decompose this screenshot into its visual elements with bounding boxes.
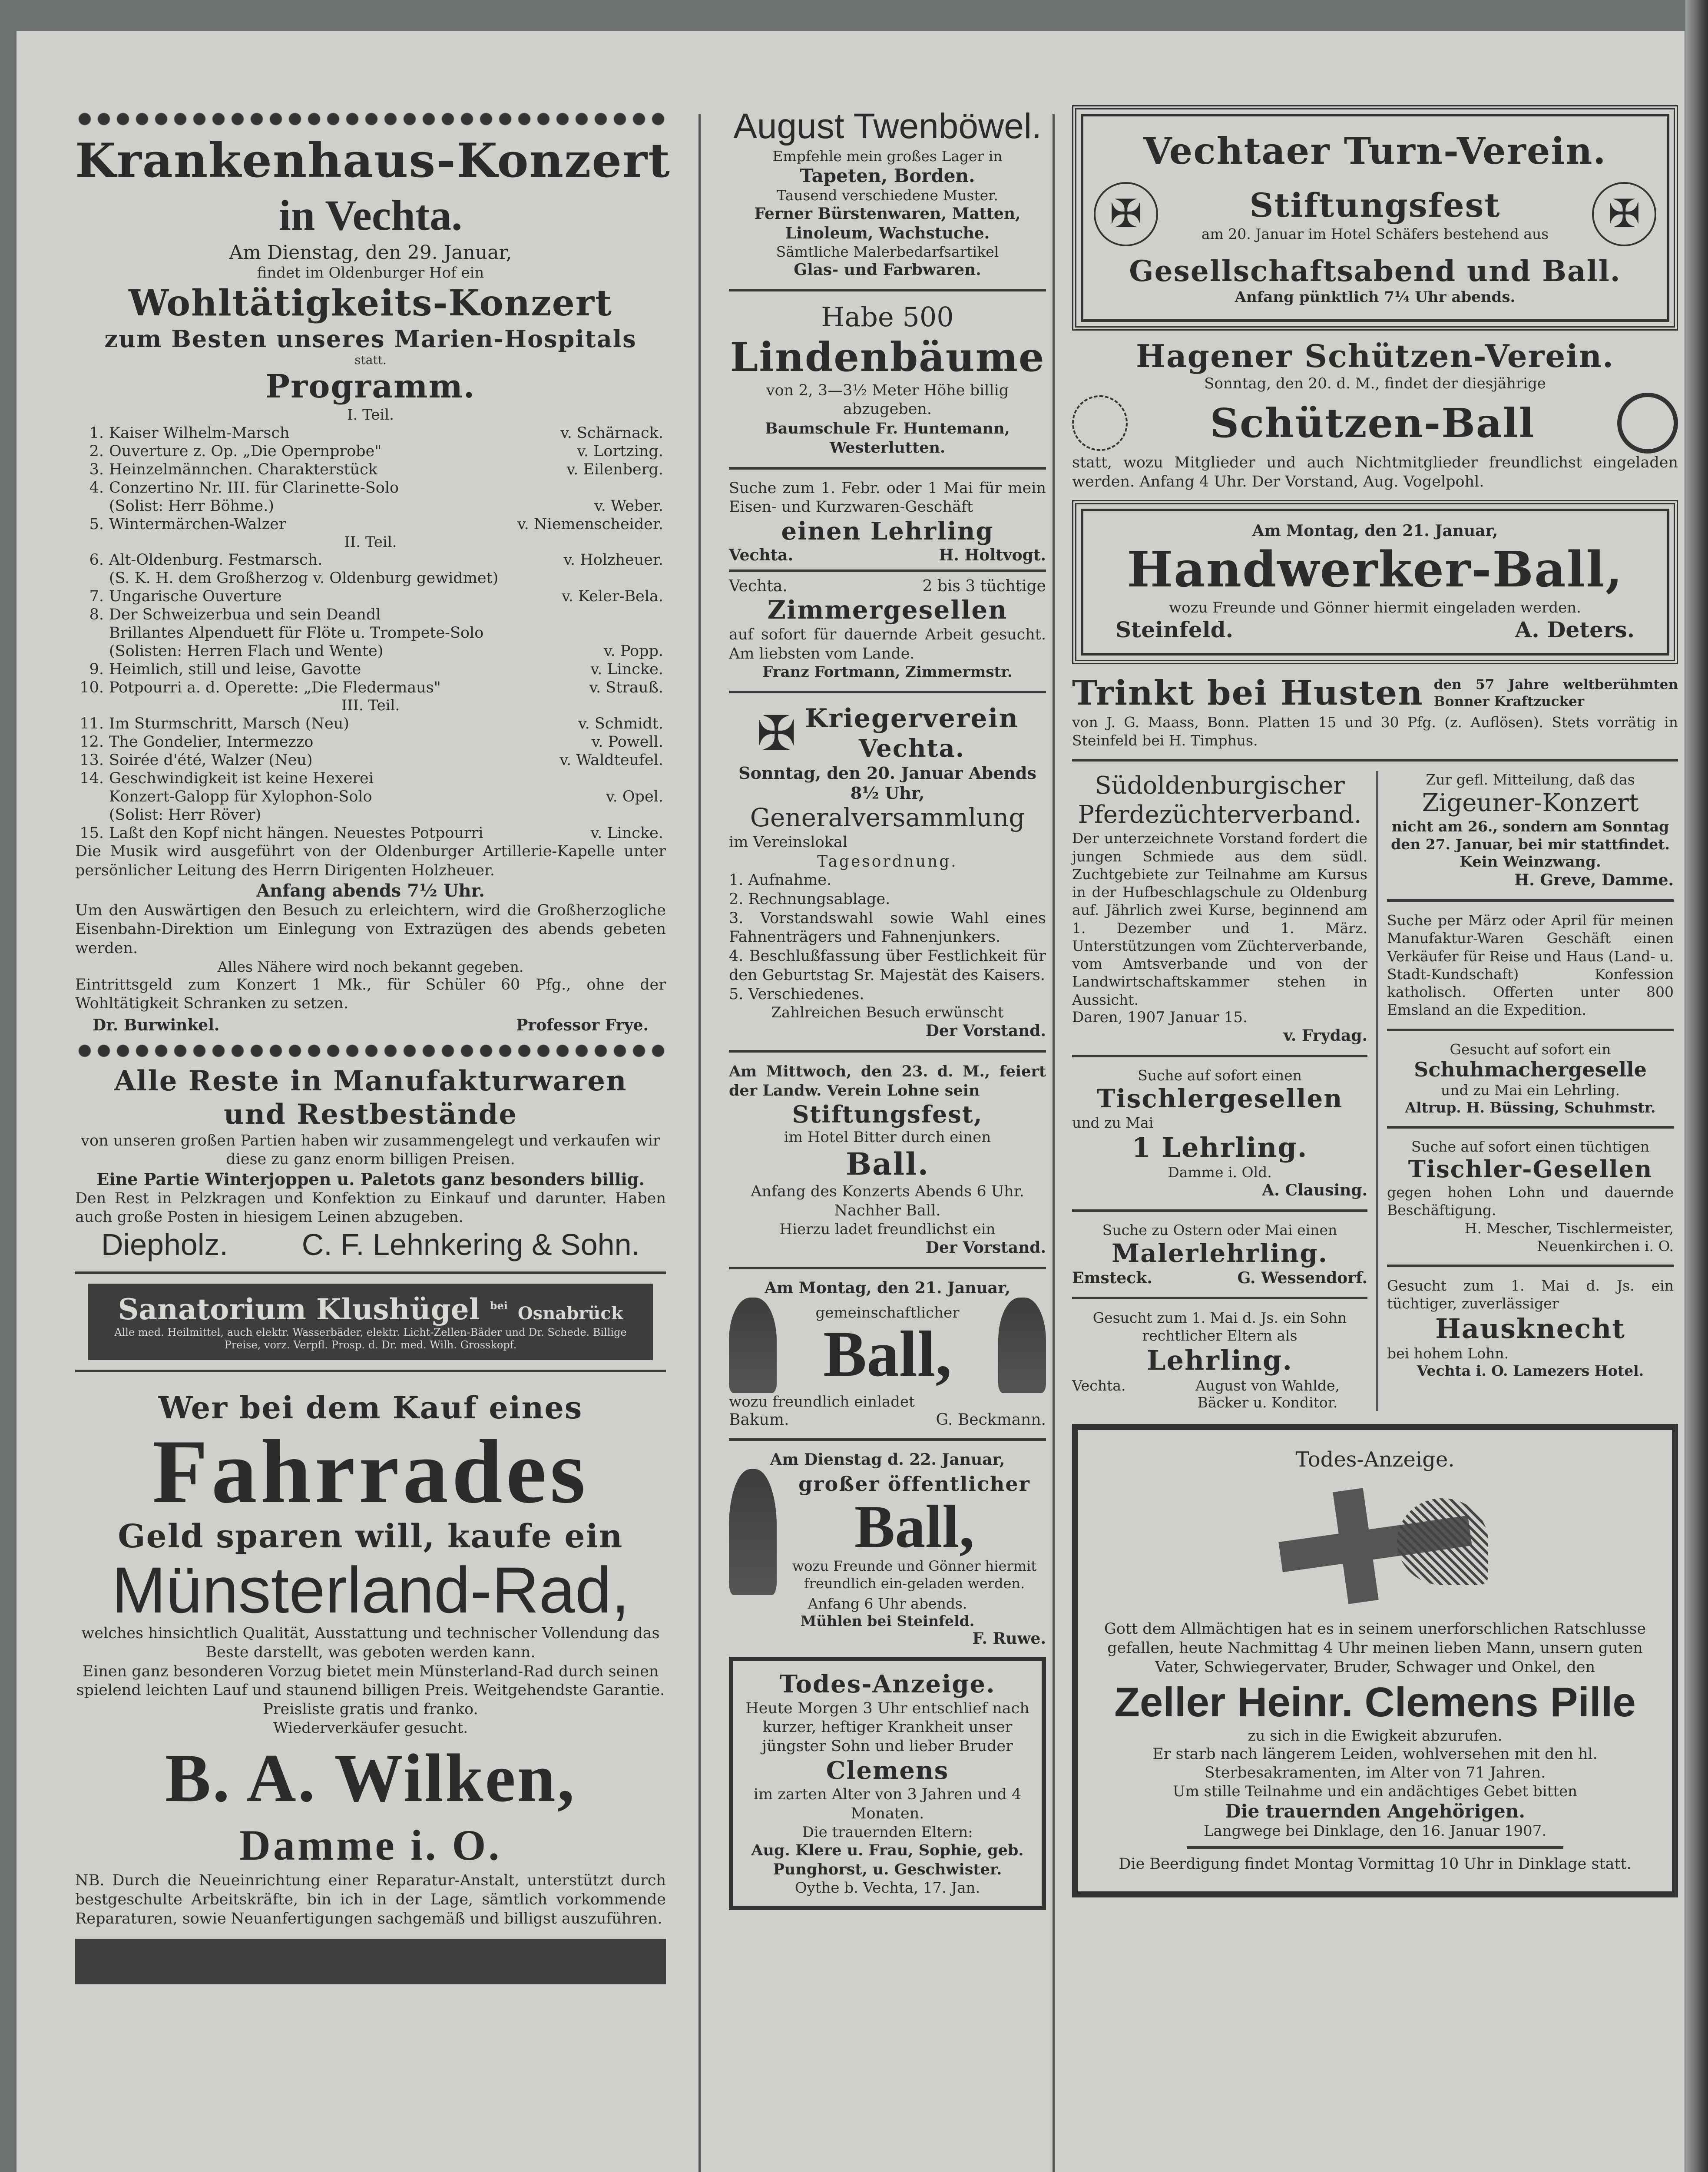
divider — [75, 1370, 666, 1372]
ad-text: Die Beerdigung findet Montag Vormittag 10 Uhr in Dinklage statt. — [1119, 1855, 1632, 1873]
ad-signature: Bakum. G. Beckmann. — [729, 1410, 1046, 1429]
dealer-town: Damme i. O. — [239, 1821, 502, 1870]
ad-text: Suche auf sofort einen — [1138, 1066, 1302, 1084]
program-row: (S. K. H. dem Großherzog v. Oldenburg gewidmet) — [109, 569, 499, 587]
craftsmen-ball-ad — [1072, 500, 1678, 664]
details-note: Alles Nähere wird noch bekannt gegeben. — [217, 958, 524, 975]
part-one-heading: I. Teil. — [347, 406, 394, 424]
two-column-ads — [1072, 771, 1678, 1411]
ad-signature: A. Clausing. — [1262, 1181, 1367, 1199]
hospital-subtitle: zum Besten unseres Marien-Hospitals — [104, 324, 637, 353]
ad-text: Heute Morgen 3 Uhr entschlief nach kurzer, heftiger Krankheit unser jüngster Sohn und lieber Bruder — [745, 1699, 1029, 1755]
dealer-name: B. A. Wilken, — [165, 1740, 576, 1816]
column-rule — [698, 114, 701, 2172]
ad-text: Anfang pünktlich 7¼ Uhr abends. — [1235, 288, 1516, 306]
ad-text: wozu Freunde und Gönner hiermit freundlich ein-geladen werden. — [792, 1557, 1037, 1592]
anniversary-headline: Stiftungsfest — [1249, 185, 1501, 225]
ad-text: Am Montag, den 21. Januar, — [1252, 522, 1498, 540]
ad-text: Aug. Klere u. Frau, Sophie, geb. Punghorst, u. Geschwister. — [751, 1841, 1024, 1879]
ad-text: Anfang des Konzerts Abends 6 Uhr. Nachher Ball. — [751, 1183, 1024, 1220]
ad-text: gemeinschaftlicher — [815, 1304, 960, 1321]
deceased-name: Clemens — [826, 1756, 949, 1785]
signature: Professor Frye. — [516, 1016, 649, 1034]
ad-signature: Vechta i. O. Lamezers Hotel. — [1417, 1362, 1644, 1379]
ad-text: im zarten Alter von 3 Jahren und 4 Monaten. — [753, 1786, 1022, 1822]
target-emblem-icon — [1072, 395, 1128, 451]
ball-ad — [729, 1298, 1046, 1393]
list-item: 3. Vorstandswahl sowie Wahl eines Fahnenträgers und Fahnenjunkers. — [729, 909, 1046, 946]
divider — [75, 1271, 666, 1274]
concert-headline: Krankenhaus-Konzert — [75, 133, 671, 188]
program-row: 12. The Gondelier, Intermezzo v. Powell. — [79, 733, 663, 751]
ad-text: zu sich in die Ewigkeit abzurufen. — [1248, 1727, 1503, 1745]
remnants-offer: Eine Partie Winterjoppen u. Paletots ganz besonders billig. — [96, 1169, 645, 1189]
program-row: (Solisten: Herren Flach und Wente) v. Popp. — [109, 642, 663, 660]
concert-signatures — [75, 1013, 666, 1037]
program-row: 15. Laßt den Kopf nicht hängen. Neuestes Potpourri v. Lincke. — [79, 824, 663, 842]
divider — [729, 1050, 1046, 1053]
ad-text: Tapeten, Borden. — [800, 165, 975, 186]
merchant-name: August Twenböwel. — [733, 106, 1042, 146]
sanatorium-ad: Sanatorium Klushügel $^{bei}$ Osnabrück Alle med. Heilmittel, auch elektr. Wasserbäder, elektr. Licht-Zellen-Bäder und Dr. Schede. Billige Preise, vorz. Verpfl. Prosp. d. Dr. med. Wilh. Grosskopf. — [88, 1284, 653, 1360]
remnants-text: von unseren großen Partien haben wir zusammengelegt und verkaufen wir diese zu ganz enorm billigen Preisen. — [81, 1132, 660, 1169]
ad-text: Der unterzeichnete Vorstand fordert die jungen Schmiede aus dem südl. Zuchtgebiete zur Teilnahme am Kursus in der Hufbeschlagschule zu Oldenburg auf. Jährlich zwei Kurse, beginnend am 1. Dezember und 1. März. Unterstützungen vom Züchterverbande, vom Amtsverbande und von der Landwirtschaftskammer stehen in Aussicht. — [1072, 830, 1367, 1008]
bicycle-advantage: Einen ganz besonderen Vorzug bietet mein Münsterland-Rad durch seinen spielend leichten Lauf und staunend billigen Preis. Weitgehendste Garantie. Preisliste gratis und franko. — [76, 1662, 665, 1718]
gym-club-headline: Vechtaer Turn-Verein. — [1143, 129, 1607, 172]
death-notice-small — [729, 1657, 1046, 1910]
repair-note: NB. Durch die Neueinrichtung einer Reparatur-Anstalt, unterstützt durch bestgeschulte Arbeitskräfte, bin ich in der Lage, sämtlich vorkommende Reparaturen, sowie Neuanfertigungen sachgemäß und billigst auszuführen. — [75, 1872, 666, 1927]
turner-cross-icon: ✠ — [1592, 182, 1656, 246]
ad-text: Suche auf sofort einen tüchtigen — [1411, 1138, 1650, 1155]
program-row: 1. Kaiser Wilhelm-Marsch v. Schärnack. — [89, 424, 663, 442]
concert-town: in Vechta. — [278, 191, 463, 239]
ads-left-subcolumn — [1072, 771, 1367, 1411]
bicycle-intro: Wer bei dem Kauf eines — [158, 1389, 583, 1426]
ad-headline: Schuhmachergeselle — [1414, 1058, 1647, 1082]
program-part-two — [75, 551, 666, 697]
column-rule — [1053, 114, 1055, 2172]
program-row: 6. Alt-Oldenburg. Festmarsch. v. Holzheuer. — [89, 551, 663, 569]
death-notice-title: Todes-Anzeige. — [1295, 1447, 1455, 1472]
ad-text: von J. G. Maass, Bonn. Platten 15 und 30 Pfg. (z. Auflösen). Stets vorrätig in Steinfeld bei H. Timphus. — [1072, 714, 1678, 749]
ad-text: von 2, 3—3½ Meter Höhe billig abzugeben. — [766, 381, 1009, 418]
ball-headline: Ball, — [854, 1493, 975, 1560]
divider — [1387, 1029, 1674, 1031]
ad-text: Suche per März oder April für meinen Manufaktur-Waren Geschäft einen Verkäufer für Reise und Haus (Land- u. Stadt-Kundschaft) Konfession katholisch. Offerten unter 800 Emsland an die Expedition. — [1387, 912, 1674, 1019]
horse-breeders-headline: Südoldenburgischer — [1095, 771, 1345, 800]
ad-text: Langwege bei Dinklage, den 16. Januar 1907. — [1203, 1822, 1547, 1840]
divider — [1072, 1209, 1367, 1212]
cough-ad — [1072, 673, 1678, 714]
concert-date: Am Dienstag, den 29. Januar, — [229, 241, 512, 264]
divider — [729, 1438, 1046, 1441]
part-three-heading: III. Teil. — [341, 697, 400, 715]
bicycle-subline: Geld sparen will, kaufe ein — [118, 1517, 623, 1555]
ad-text: Gott dem Allmächtigen hat es in seinem unerforschlichen Ratschlusse gefallen, heute Nachmittag 4 Uhr meinen lieben Mann, unsern guten Vater, Schwiegervater, Bruder, Schwager und Onkel, den — [1104, 1620, 1646, 1676]
ad-signature: Steinfeld. A. Deters. — [1115, 616, 1635, 642]
left-column — [75, 105, 671, 1984]
festival-headline: Stiftungsfest, — [792, 1100, 983, 1128]
ad-text: Suche zum 1. Febr. oder 1 Mai für mein Eisen- und Kurzwaren-Geschäft — [729, 479, 1046, 516]
ad-headline: Tischler-Gesellen — [1408, 1155, 1653, 1183]
divider — [729, 691, 1046, 693]
ad-text: Damme i. Old. — [1168, 1163, 1272, 1181]
divider — [1387, 1126, 1674, 1129]
bicycle-headline: Fahrrades — [152, 1421, 589, 1522]
middle-column — [729, 105, 1046, 1919]
column-rule — [1376, 771, 1378, 1411]
ad-text: wozu Freunde und Gönner hiermit eingeladen werden. — [1169, 599, 1581, 617]
assembly-headline: Generalversammlung — [750, 803, 1025, 833]
rifle-club-headline: Hagener Schützen-Verein. — [1135, 337, 1615, 374]
cross-and-palm-illustration — [1254, 1481, 1497, 1611]
turner-cross-icon: ✠ — [1094, 182, 1158, 246]
ad-text: Suche zu Ostern oder Mai einen — [1102, 1221, 1337, 1238]
ad-text: Um stille Teilnahme und ein andächtiges Gebet bitten — [1172, 1783, 1577, 1801]
apprentice-headline: einen Lehrling — [781, 517, 994, 546]
ad-text: Er starb nach längerem Leiden, wohlversehen mit den hl. Sterbesakramenten, im Alter von 71 Jahren. — [1152, 1745, 1598, 1782]
part-two-heading: II. Teil. — [344, 533, 397, 551]
ad-headline: Tischlergesellen — [1096, 1084, 1343, 1114]
list-item: 2. Rechnungsablage. — [729, 890, 890, 908]
divider — [729, 569, 1046, 572]
ad-text: den 57 Jahre weltberühmten Bonner Kraftzucker — [1433, 676, 1678, 709]
ad-text: großer öffentlicher — [798, 1472, 1030, 1496]
ad-signature: F. Ruwe. — [972, 1629, 1046, 1648]
program-row: (Solist: Herr Röver) — [109, 806, 261, 824]
list-item: 5. Verschiedenes. — [729, 985, 864, 1003]
ad-headline: Malerlehrling. — [1112, 1238, 1328, 1268]
program-row: 2. Ouverture z. Op. „Die Opernprobe" v. Lortzing. — [89, 442, 663, 460]
ad-text: im Vereinslokal — [729, 834, 847, 851]
ornament-border — [75, 110, 666, 128]
divider — [1072, 1297, 1367, 1299]
linden-headline: Lindenbäume — [730, 334, 1045, 381]
charity-concert-title: Wohltätigkeits-Konzert — [128, 282, 613, 324]
statt-text: statt. — [354, 353, 387, 368]
ad-text: Mühlen bei Steinfeld. — [800, 1612, 975, 1629]
death-notice-title: Todes-Anzeige. — [779, 1670, 996, 1699]
ad-signature: Der Vorstand. — [925, 1022, 1046, 1040]
ad-text: Gesucht zum 1. Mai d. Js. ein Sohn rechtlicher Eltern als — [1092, 1309, 1347, 1344]
program-row: Brillantes Alpenduett für Flöte u. Trompete-Solo — [109, 624, 484, 642]
divider — [729, 467, 1046, 470]
ad-headline: Lehrling. — [1147, 1344, 1293, 1377]
program-row: 5. Wintermärchen-Walzer v. Niemenscheider. — [89, 515, 663, 533]
deceased-name: Zeller Heinr. Clemens Pille — [1114, 1679, 1636, 1725]
ball-headline: Ball, — [823, 1318, 952, 1391]
dancing-couple-illustration — [729, 1298, 777, 1393]
divider — [1387, 1265, 1674, 1267]
program-row: 13. Soirée d'été, Walzer (Neu) v. Waldteufel. — [79, 752, 663, 769]
ad-text: gegen hohen Lohn und dauernde Beschäftigung. — [1387, 1184, 1674, 1219]
bicycle-quality: welches hinsichtlich Qualität, Ausstattung und technischer Vollendung das Beste darstellt, was geboten werden kann. — [81, 1625, 660, 1661]
ad-signature: Der Vorstand. — [925, 1238, 1046, 1257]
bicycle-brand: Münsterland-Rad, — [111, 1553, 630, 1626]
ad-signature: Franz Fortmann, Zimmermstr. — [762, 663, 1013, 681]
page-binding-edge — [1685, 0, 1708, 2172]
ad-text: und zu Mai — [1072, 1114, 1154, 1131]
ad-text: wozu freundlich einladet — [729, 1393, 915, 1411]
remnants-subheadline: und Restbestände — [223, 1098, 518, 1131]
ad-text: nicht am 26., sondern am Sonntag den 27. Januar, bei mir stattfindet. — [1391, 818, 1670, 853]
ad-text: Baumschule Fr. Huntemann, Westerlutten. — [765, 420, 1010, 457]
ad-signature: H. Greve, Damme. — [1514, 871, 1674, 890]
veterans-header — [729, 703, 1046, 763]
ad-text: im Hotel Bitter durch einen — [784, 1128, 991, 1146]
divider — [729, 1267, 1046, 1269]
gypsy-concert-headline: Zigeuner-Konzert — [1422, 788, 1639, 817]
divider — [1072, 759, 1678, 762]
divider — [1187, 1846, 1563, 1849]
divider — [1072, 1055, 1367, 1057]
newspaper-page — [17, 31, 1685, 2172]
ad-text: auf sofort für dauernde Arbeit gesucht. Am liebsten vom Lande. — [729, 626, 1046, 662]
gym-club-event: Gesellschaftsabend und Ball. — [1129, 254, 1621, 288]
start-time: Anfang abends 7½ Uhr. — [256, 880, 485, 901]
ball-headline: Ball. — [845, 1146, 930, 1182]
ad-text: Oythe b. Vechta, 17. Jan. — [794, 1879, 980, 1897]
ball-ad — [729, 1469, 1046, 1595]
ad-signature: Emsteck. G. Wessendorf. — [1072, 1268, 1367, 1287]
ad-text: Gesucht zum 1. Mai d. Js. ein tüchtiger, zuverlässiger — [1387, 1277, 1674, 1312]
ad-text: Tagesordnung. — [817, 852, 958, 871]
program-row: 14. Geschwindigkeit ist keine Hexerei — [79, 770, 374, 788]
ad-signature: Altrup. H. Büssing, Schuhmstr. — [1405, 1099, 1656, 1116]
ad-text: Anfang 6 Uhr abends. — [808, 1595, 967, 1612]
gym-club-ad — [1072, 105, 1678, 331]
admission-note: Eintrittsgeld zum Konzert 1 Mk., für Schüler 60 Pfg., ohne der Wohltätigkeit Schranken zu setzen. — [75, 976, 666, 1013]
program-row: Konzert-Galopp für Xylophon-Solo v. Opel. — [109, 788, 663, 806]
remnants-rest: Den Rest in Pelzkragen und Konfektion zu Einkauf und darunter. Haben auch große Posten in hiesigem Leinen abzugeben. — [75, 1189, 666, 1226]
ad-text: bei hohem Lohn. — [1387, 1344, 1509, 1362]
program-row: 4. Conzertino Nr. III. für Clarinette-Solo — [89, 479, 399, 497]
program-row: 11. Im Sturmschritt, Marsch (Neu) v. Schmidt. — [79, 715, 663, 733]
ad-text: Sonntag, den 20. Januar Abends 8½ Uhr, — [738, 763, 1036, 803]
mourners: Die trauernden Angehörigen. — [1225, 1800, 1525, 1822]
ad-text: Tausend verschiedene Muster. — [777, 187, 998, 204]
printed-band — [75, 1939, 666, 1984]
list-item: 1. Aufnahme. — [729, 871, 832, 889]
program-row: (Solist: Herr Böhme.) v. Weber. — [109, 497, 663, 515]
ad-text: Zur gefl. Mitteilung, daß das — [1426, 771, 1635, 788]
ad-signature: Vechta. August von Wahlde, Bäcker u. Konditor. — [1072, 1377, 1340, 1411]
orchestra-note: Die Musik wird ausgeführt von der Oldenburger Artillerie-Kapelle unter persönlicher Leitung des Herrn Dirigenten Holzheuer. — [75, 843, 666, 879]
cough-headline: Trinkt bei Husten — [1072, 673, 1423, 713]
program-part-three — [75, 715, 666, 842]
ad-text: Sämtliche Malerbedarfsartikel — [776, 243, 999, 260]
ad-text: Vechta. 2 bis 3 tüchtige — [729, 577, 1046, 596]
ad-text: Hierzu ladet freundlichst ein — [779, 1220, 996, 1238]
target-emblem-icon — [1617, 393, 1678, 454]
dancing-couple-illustration — [998, 1298, 1046, 1393]
dancing-couple-illustration — [729, 1469, 777, 1595]
ad-headline: Hausknecht — [1435, 1312, 1625, 1344]
ad-text: Sonntag, den 20. d. M., findet der diesjährige — [1204, 375, 1546, 393]
remnants-headline: Alle Reste in Manufakturwaren — [114, 1065, 627, 1097]
craftsmen-ball-headline: Handwerker-Ball, — [1127, 541, 1623, 598]
divider — [1387, 899, 1674, 902]
ad-text: Die trauernden Eltern: — [802, 1823, 973, 1841]
program-row: 8. Der Schweizerbua und sein Deandl — [89, 606, 381, 624]
concert-venue: findet im Oldenburger Hof ein — [257, 264, 484, 282]
ad-text: Vechta. — [858, 734, 965, 763]
signature: Dr. Burwinkel. — [93, 1016, 220, 1034]
ad-signature: Vechta. H. Holtvogt. — [729, 546, 1046, 565]
ad-text: und zu Mai ein Lehrling. — [1440, 1082, 1620, 1099]
ad-text: Am Dienstag d. 22. Januar, — [770, 1450, 1005, 1469]
ad-signature: v. Frydag. — [1283, 1026, 1367, 1045]
ad-text: Glas- und Farbwaren. — [794, 260, 981, 279]
carpenter-headline: Zimmergesellen — [767, 595, 1008, 625]
ad-text: am 20. Januar im Hotel Schäfers bestehend aus — [1201, 225, 1549, 242]
ad-text: Kriegerverein — [805, 703, 1019, 734]
ad-text: Am Montag, den 21. Januar, — [765, 1278, 1010, 1297]
iron-cross-icon: ✠ — [756, 705, 797, 761]
program-row: 9. Heimlich, still und leise, Gavotte v. Lincke. — [89, 661, 663, 679]
ornament-border — [75, 1042, 666, 1060]
ad-text: Empfehle mein großes Lager in — [772, 148, 1003, 165]
ad-headline: 1 Lehrling. — [1132, 1131, 1308, 1163]
train-note: Um den Auswärtigen den Besuch zu erleichtern, wird die Großherzogliche Eisenbahn-Direktion um Einlegung von Extrazügen des abends gebeten werden. — [75, 901, 666, 957]
rifle-club-body — [1072, 393, 1678, 454]
divider — [729, 289, 1046, 291]
remnants-signature: Diepholz. C. F. Lehnkering & Sohn. — [101, 1228, 640, 1262]
list-item: 4. Beschlußfassung über Festlichkeit für den Geburtstag Sr. Majestät des Kaisers. — [729, 947, 1046, 984]
program-row: 10. Potpourri a. d. Operette: „Die Fledermaus" v. Strauß. — [79, 679, 663, 697]
ad-text: Am Mittwoch, den 23. d. M., feiert der Landw. Verein Lohne sein — [729, 1063, 1046, 1099]
shooting-ball-headline: Schützen-Ball — [1210, 399, 1535, 447]
program-heading: Programm. — [265, 368, 476, 405]
ads-right-subcolumn — [1387, 771, 1674, 1411]
ad-text: Gesucht auf sofort ein — [1450, 1040, 1611, 1058]
gym-club-body — [1094, 182, 1656, 246]
ad-text: Kein Weinzwang. — [1460, 853, 1601, 871]
horse-breeders-headline: Pferdezüchterverband. — [1078, 801, 1362, 829]
linden-offer: Habe 500 — [821, 301, 954, 333]
right-column — [1072, 105, 1678, 1906]
ad-text: Ferner Bürstenwaren, Matten, Linoleum, Wachstuche. — [754, 204, 1021, 242]
ad-text: Daren, 1907 Januar 15. — [1072, 1008, 1248, 1026]
death-notice-large — [1072, 1424, 1678, 1897]
resellers-wanted: Wiederverkäufer gesucht. — [273, 1719, 468, 1737]
program-row: 3. Heinzelmännchen. Charakterstück v. Eilenberg. — [89, 460, 663, 478]
ad-text: Zahlreichen Besuch erwünscht — [771, 1004, 1004, 1022]
program-row: 7. Ungarische Ouverture v. Keler-Bela. — [89, 588, 663, 606]
ad-text: statt, wozu Mitglieder und auch Nichtmitglieder freundlichst eingeladen werden. Anfang 4 Uhr. Der Vorstand, Aug. Vogelpohl. — [1072, 454, 1678, 490]
ad-signature: H. Mescher, Tischlermeister, Neuenkirchen i. O. — [1464, 1219, 1674, 1255]
agenda-list — [729, 871, 1046, 1004]
program-part-one — [75, 424, 666, 533]
